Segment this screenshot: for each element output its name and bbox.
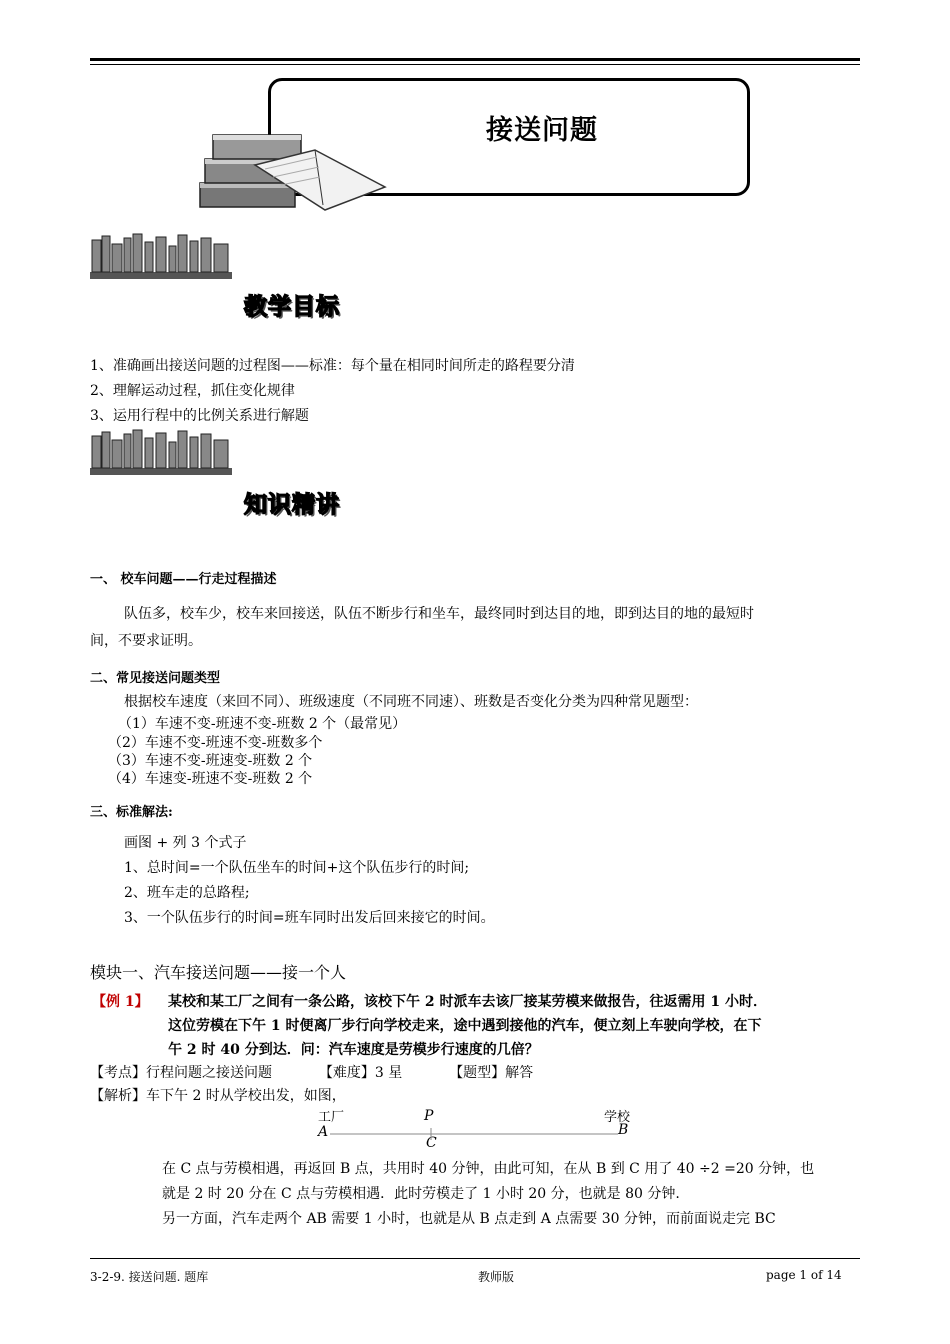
list-item: （1）车速不变-班速不变-班数 2 个（最常见） [118,716,407,732]
section-heading: 一、 校车问题——行走过程描述 [90,572,277,587]
page-title: 接送问题 [486,115,598,146]
point-a-label: A [318,1124,329,1140]
example-label: 【例 1】 [92,994,149,1010]
school-label: 学校 [604,1110,631,1125]
example-line: 这位劳模在下午 1 时便离厂步行向学校走来，途中遇到接他的汽车，便立刻上车驶向学校，在下 [168,1018,762,1034]
knowledge-heading: 知识精讲 [244,492,340,518]
nandu-value: 3 星 [374,1065,403,1081]
paragraph: 根据校车速度（来回不同）、班级速度（不同班不同速）、班数是否变化分类为四种常见题型： [124,694,698,710]
kaodian-value: 行程问题之接送问题 [146,1065,272,1081]
meta-row [90,1062,533,1082]
footer-rule [90,1258,860,1259]
section-heading: 二、常见接送问题类型 [90,671,221,686]
factory-label: 工厂 [318,1110,345,1125]
goals-heading: 教学目标 [244,294,340,320]
kaodian-label: 【考点】 [90,1065,146,1081]
books-icon [195,125,395,215]
point-c-label: C [426,1135,437,1151]
bookshelf-icon [90,232,232,280]
example-line: 某校和某工厂之间有一条公路，该校下午 2 时派车去该厂接某劳模来做报告，往返需用 1 小时． [168,994,767,1010]
point-b-label: B [618,1122,629,1138]
list-item: 2、班车走的总路程; [124,885,250,901]
example-line: 午 2 时 40 分到达．问：汽车速度是劳模步行速度的几倍？ [168,1042,539,1058]
route-line [330,1126,620,1142]
header-rule-thin [90,64,860,65]
paragraph: 队伍多，校车少，校车来回接送，队伍不断步行和坐车，最终同时到达目的地，即到达目的地的最短时 [124,606,754,622]
paragraph: 间，不要求证明。 [90,633,202,649]
section-heading: 三、标准解法: [90,805,173,820]
list-item: 画图 + 列 3 个式子 [124,835,247,851]
bookshelf-icon [90,428,232,476]
goal-item: 2、理解运动过程，抓住变化规律 [90,383,295,399]
list-item: （3）车速不变-班速变-班数 2 个 [108,753,313,769]
page-number: page 1 of 14 [766,1268,842,1282]
module-heading: 模块一、汽车接送问题——接一个人 [90,963,347,982]
footer-left: 3-2-9. 接送问题. 题库 [90,1270,209,1284]
list-item: 1、总时间=一个队伍坐车的时间+这个队伍步行的时间; [124,860,470,876]
nandu-label: 【难度】 [318,1065,375,1081]
route-diagram [318,1106,638,1151]
list-item: 3、一个队伍步行的时间=班车同时出发后回来接它的时间。 [124,910,495,926]
analysis-line: 就是 2 时 20 分在 C 点与劳模相遇．此时劳模走了 1 小时 20 分，也就是 80 分钟. [162,1186,680,1202]
goal-item: 3、运用行程中的比例关系进行解题 [90,408,309,424]
analysis-line: 另一方面，汽车走两个 AB 需要 1 小时，也就是从 B 点走到 A 点需要 30 分钟，而前面说走完 BC [162,1211,776,1227]
tixing-label: 【题型】 [449,1065,506,1081]
analysis-row [90,1085,346,1105]
analysis-label: 【解析】 [90,1088,146,1104]
tixing-value: 解答 [505,1065,534,1081]
analysis-line: 在 C 点与劳模相遇，再返回 B 点，共用时 40 分钟，由此可知，在从 B 到 C 用了 40 ÷2 =20 分钟，也 [162,1161,815,1177]
analysis-text: 车下午 2 时从学校出发，如图， [146,1088,346,1104]
goal-item: 1、准确画出接送问题的过程图——标准：每个量在相同时间所走的路程要分清 [90,358,575,374]
point-p-label: P [424,1108,434,1124]
list-item: （4）车速变-班速不变-班数 2 个 [108,771,313,787]
header-rule-thick [90,58,860,61]
list-item: （2）车速不变-班速不变-班数多个 [108,735,323,751]
footer-center: 教师版 [478,1270,515,1284]
